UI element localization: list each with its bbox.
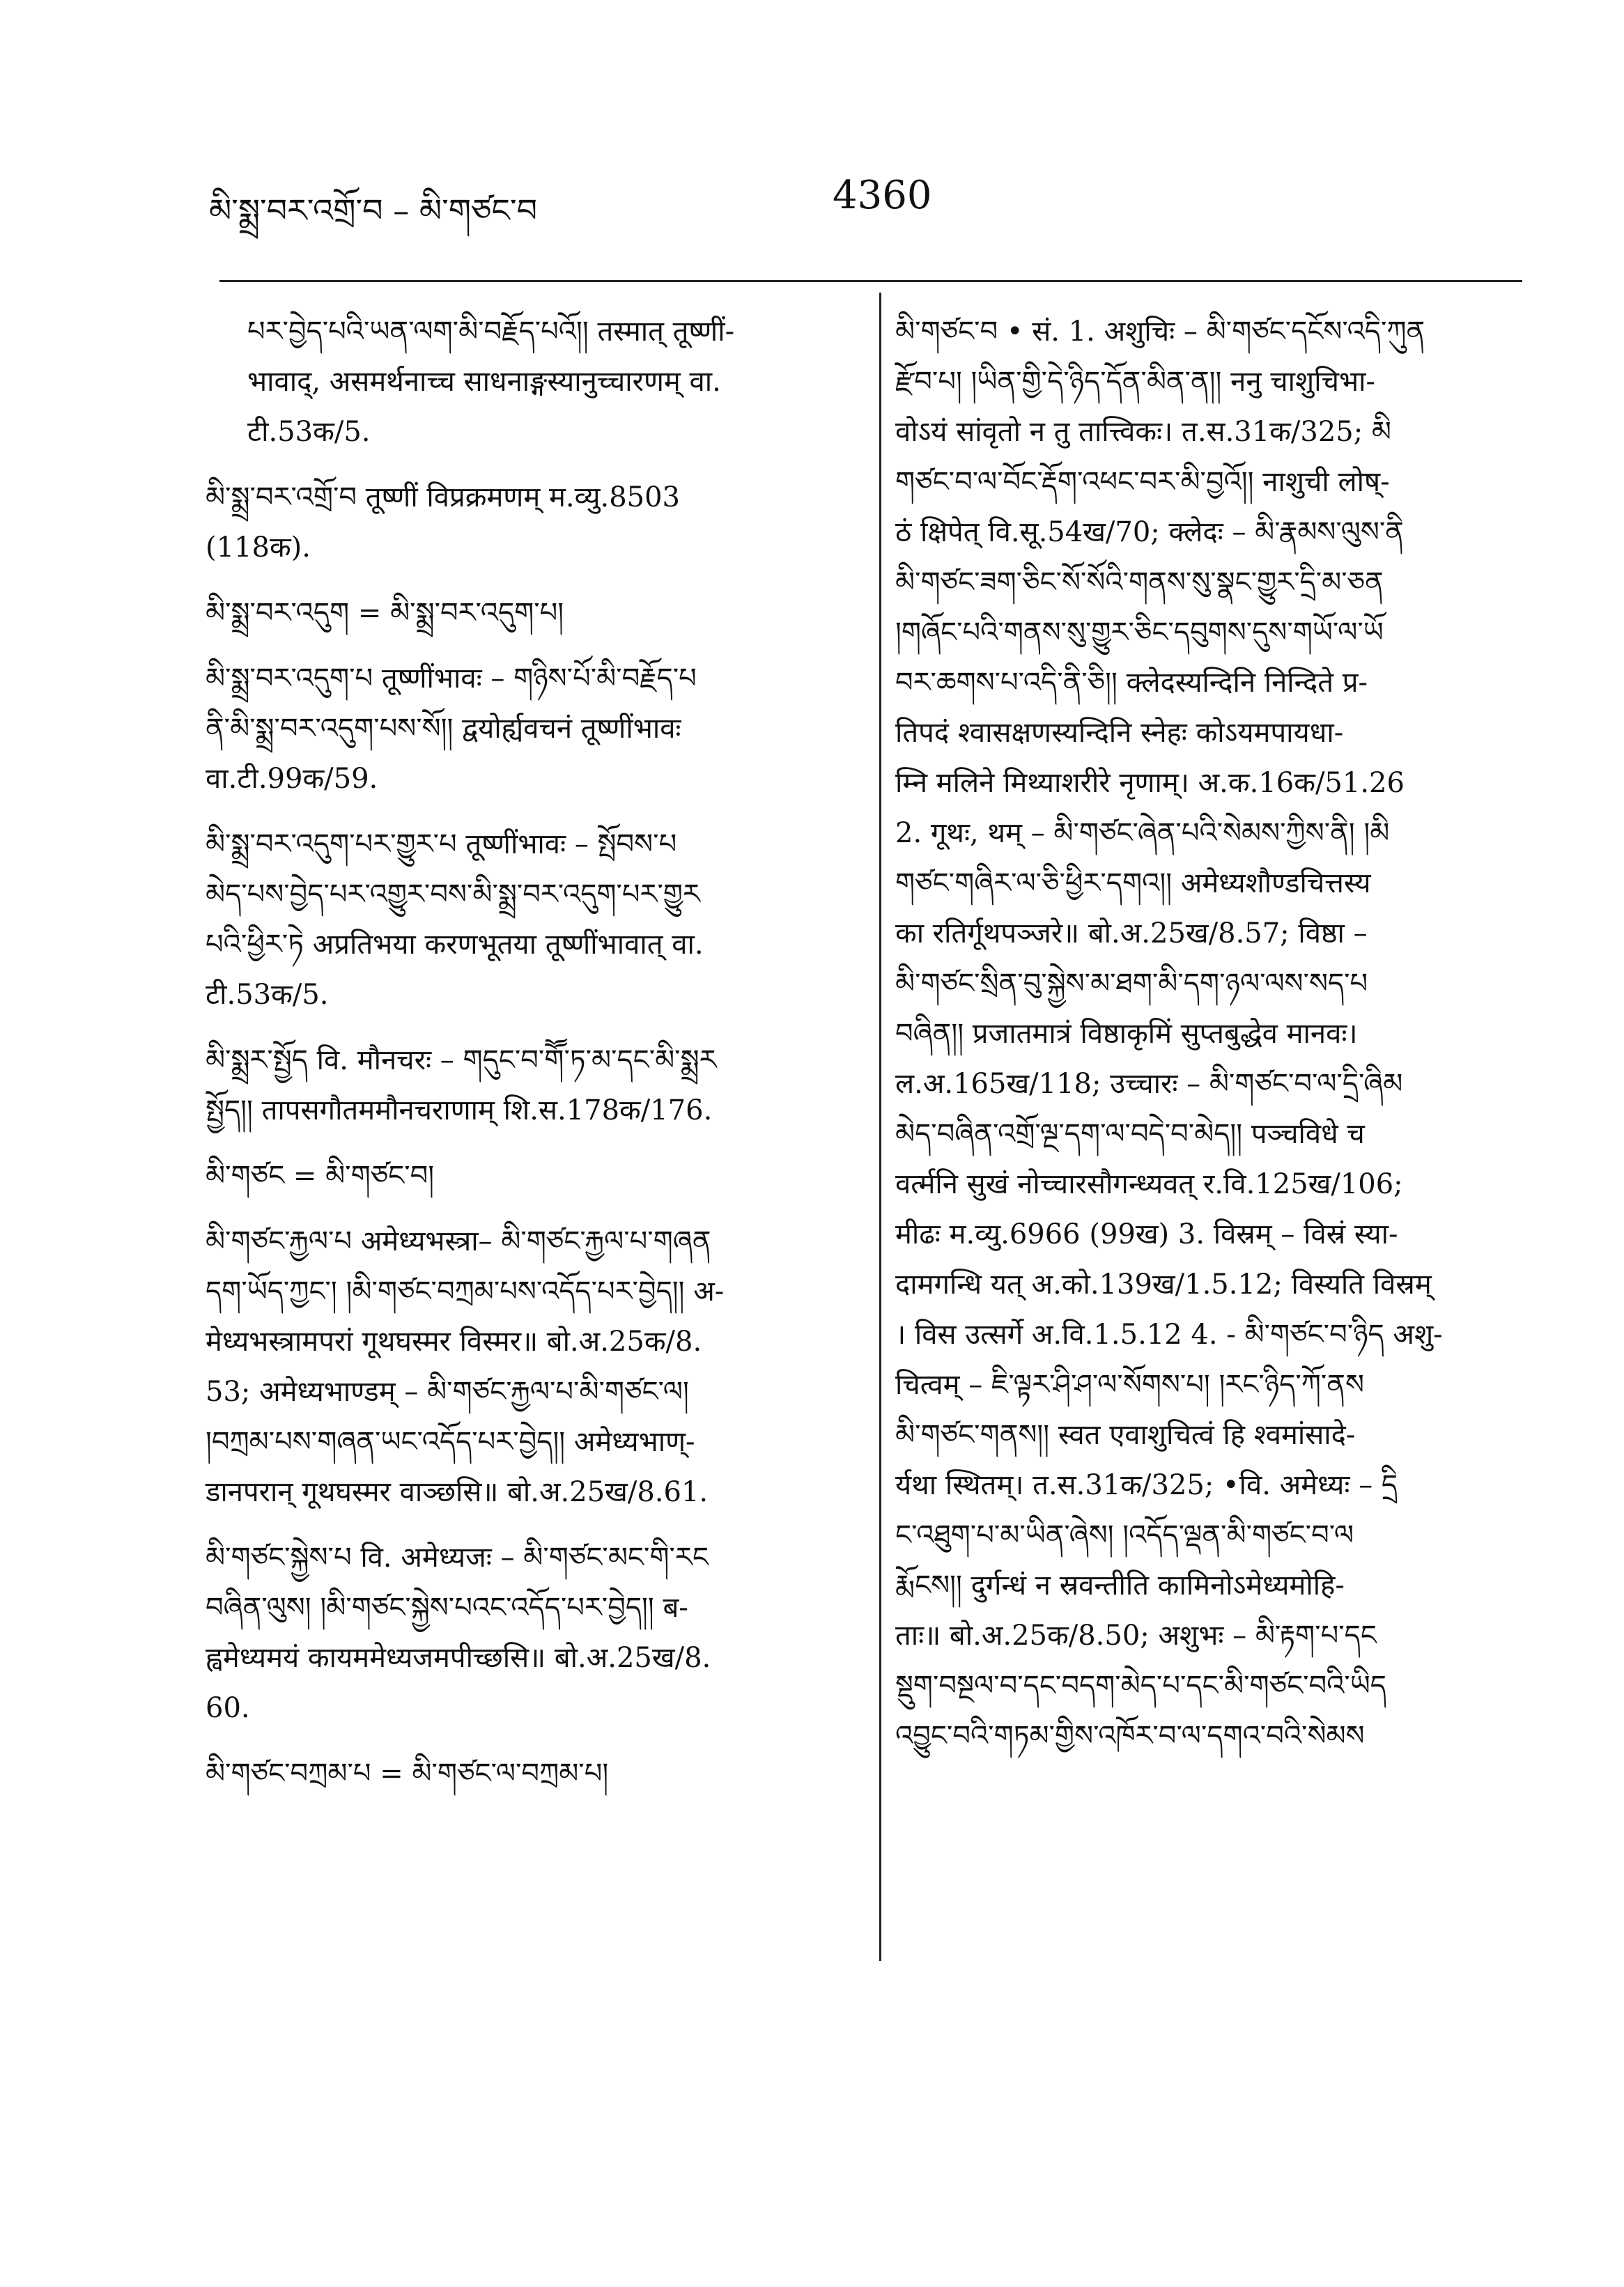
- entry-line: མེད་བཞིན་འགྲོ་ལྔ་དག་ལ་བདེ་བ་མེད།། पञ्चविधे च: [895, 1118, 1365, 1150]
- entry-line: མི་གཙང་སྐྱེས་པ वि. अमेध्यजः – མི་གཙང་མང་གི་རང: [206, 1542, 709, 1574]
- dictionary-entry: [206, 1533, 857, 1733]
- dictionary-entry: [206, 588, 857, 638]
- entry-line: མི་གཙང = མི་གཙང་བ།: [206, 1160, 435, 1192]
- entry-line: टी.53क/5.: [206, 979, 329, 1011]
- entry-line: །བཀྲམ་པས་གཞན་ཡང་འདོད་པར་བྱེད།། अमेध्यभाण्-: [206, 1426, 695, 1458]
- entry-line: རྫོབ་པ། །ཡིན་གྱི་དེ་ཉིད་དོན་མིན་ན།། ननु चाशुचिभा-: [895, 366, 1375, 398]
- dictionary-entry: [895, 307, 1533, 1761]
- entry-line: 53; अमेध्यभाण्डम् – མི་གཙང་རྐྱལ་པ་མི་གཙང་ལ།: [206, 1376, 689, 1408]
- page-number: 4360: [833, 173, 932, 218]
- dictionary-entry: [206, 819, 857, 1020]
- entry-line: པར་བྱེད་པའི་ཡན་ལག་མི་བརྗོད་པའོ།། तस्मात् तूष्णीं-: [247, 316, 735, 348]
- entry-line: ह्वमेध्यमयं कायममेध्यजमपीच्छसि॥ बो.अ.25ख/8.: [206, 1642, 711, 1674]
- entry-line: ང་འཐུག་པ་མ་ཡིན་ཞེས། །འདོད་ལྡན་མི་གཙང་བ་ལ: [895, 1519, 1354, 1551]
- entry-line: མི་གཙང་སྲིན་བུ་སྐྱེས་མ་ཐག་མི་དག་ཉལ་ལས་སད་པ: [895, 968, 1368, 1000]
- entry-line: का रतिर्गूथपञ्जरे॥ बो.अ.25ख/8.57; विष्ठा –: [895, 917, 1368, 949]
- entry-line: བར་ཆགས་པ་འདི་ནི་ཅི།། क्लेदस्यन्दिनि निन्दिते प्र-: [895, 667, 1368, 699]
- entry-line: མི་གཙང་རྐྱལ་པ अमेध्यभस्त्रा– མི་གཙང་རྐྱལ་པ་གཞན: [206, 1225, 711, 1257]
- entry-line: བཞིན།། प्रजातमात्रं विष्ठाकृमिं सुप्तबुद्धेव मानवः।: [895, 1018, 1358, 1050]
- entry-line: 2. गूथः, थम् – མི་གཙང་ཞེན་པའི་སེམས་ཀྱིས་ནི། །མི: [895, 817, 1390, 849]
- entry-line: མི་གཙང་བ • सं. 1. अशुचिः – མི་གཙང་དངོས་འདི་ཀུན: [895, 316, 1425, 348]
- entry-line: མི་གཙང་ཟག་ཅིང་སོ་སོའི་གནས་སུ་སྣང་གྱུར་དྲི་མ་ཅན: [895, 566, 1384, 598]
- dictionary-entry: [206, 472, 857, 573]
- entry-line: (118क).: [206, 532, 311, 564]
- dictionary-entry: [206, 1216, 857, 1517]
- entry-line: र्यथा स्थितम्। त.स.31क/325; •वि. अमेध्यः – དྲི: [895, 1469, 1398, 1501]
- entry-line: ठं क्षिपेत् वि.सू.54ख/70; क्लेदः – མི་རྣམས་ལུས་ནི: [895, 516, 1404, 548]
- entry-line: भावाद्, असमर्थनाच्च साधनाङ्गस्यानुच्चारणम् वा.: [247, 366, 721, 398]
- entry-line: འབྱུང་བའི་གཏམ་གྱིས་འཁོར་བ་ལ་དགའ་བའི་སེམས: [895, 1720, 1365, 1752]
- entry-line: मीढः म.व्यु.6966 (99ख) 3. विस्रम् – विस्रं स्या-: [895, 1218, 1398, 1250]
- entry-line: རྨོངས།། दुर्गन्धं न स्रवन्तीति कामिनोऽमेध्यमोहि-: [895, 1569, 1345, 1602]
- right-column: [895, 307, 1533, 1776]
- dictionary-entry: [206, 1749, 857, 1799]
- entry-line: वा.टी.99क/59.: [206, 763, 378, 795]
- entry-line: ल.अ.165ख/118; उच्चारः – མི་གཙང་བ་ལ་དྲི་ཞིམ: [895, 1068, 1403, 1100]
- column-divider: [879, 293, 881, 1961]
- entry-line: मेध्यभस्त्रामपरां गूथघस्मर विस्मर॥ बो.अ.25क/8.: [206, 1326, 702, 1358]
- entry-line: चित्वम् – ཇི་ལྟར་ཤི་ཤ་ལ་སོགས་པ། །རང་ཉིད་ཀོ་ནས: [895, 1369, 1364, 1401]
- entry-line: མི་སྨྲར་སྤྱོད वि. मौनचरः – གདུང་བ་གཽ་ཏ་མ་དང་མི་སྨྲར: [206, 1044, 717, 1076]
- dictionary-entry: [206, 1151, 857, 1201]
- entry-line: བཞིན་ལུས། །མི་གཙང་སྐྱེས་པའང་འདོད་པར་བྱེད།། ब-: [206, 1592, 688, 1624]
- entry-line: म्नि मलिने मिथ्याशरीरे नृणाम्। अ.क.16क/51.26: [895, 767, 1405, 799]
- entry-line: । विस उत्सर्गे अ.वि.1.5.12 4. - མི་གཙང་བ་ཉིད अशु-: [895, 1319, 1443, 1351]
- entry-line: དག་ཡོད་ཀྱང་། །མི་གཙང་བཀྲམ་པས་འདོད་པར་བྱེད།། अ-: [206, 1276, 725, 1308]
- entry-line: །གཞོང་པའི་གནས་སུ་གྱུར་ཅིང་དབུགས་དུས་གཡོ་ལ་ཡོ: [895, 617, 1384, 649]
- entry-line: 60.: [206, 1692, 250, 1724]
- dictionary-entry: [206, 1035, 857, 1135]
- entry-line: दामगन्धि यत् अ.को.139ख/1.5.12; विस्यति विस्रम्: [895, 1269, 1432, 1301]
- entry-line: टी.53क/5.: [247, 416, 371, 448]
- entry-line: མི་སྨྲ་བར་འདུག་པ तूष्णींभावः – གཉིས་པོ་མི་བརྗོད་པ: [206, 662, 697, 695]
- entry-line: तिपदं श्वासक्षणस्यन्दिनि स्नेहः कोऽयमपायधा-: [895, 717, 1344, 749]
- entry-line: वोऽयं सांवृतो न तु तात्त्विकः। त.स.31क/325; མི: [895, 416, 1391, 448]
- dictionary-entry: [206, 653, 857, 804]
- entry-line: མི་གཙང་གནས།། स्वत एवाशुचित्वं हि श्वमांसादे-: [895, 1419, 1356, 1451]
- left-column: [206, 307, 857, 1814]
- entry-line: མི་སྨྲ་བར་འདུག = མི་སྨྲ་བར་འདུག་པ།: [206, 597, 564, 629]
- entry-line: མི་སྨྲ་བར་འདུག་པར་གྱུར་པ तूष्णींभावः – སྤོབས་པ: [206, 828, 677, 860]
- entry-line: གཙང་བ་ལ་བོང་རྡོག་འཕང་བར་མི་བྱའོ།། नाशुची लोष्-: [895, 466, 1390, 498]
- entry-line: སྤྱོད།། तापसगौतममौनचराणाम् शि.स.178क/176.: [206, 1094, 713, 1126]
- header-rule: [219, 280, 1522, 282]
- running-header-headword-range: མི་སྨྲ་བར་འགྲོ་བ – མི་གཙང་བ: [209, 192, 538, 229]
- entry-line: མི་གཙང་བཀྲམ་པ = མི་གཙང་ལ་བཀྲམ་པ།: [206, 1758, 609, 1790]
- dictionary-entry: [206, 307, 857, 457]
- entry-line: གཙང་གཞིར་ལ་ཅི་ཕྱིར་དགའ།། अमेध्यशौण्डचित्तस्य: [895, 867, 1371, 899]
- entry-line: པའི་ཕྱིར་ཏེ अप्रतिभया करणभूतया तूष्णींभावात् वा.: [206, 929, 704, 961]
- entry-line: ནི་མི་སྨྲ་བར་འདུག་པས་སོ།། द्वयोर्ह्यवचनं तूष्णींभावः: [206, 713, 681, 745]
- entry-line: डानपरान् गूथघस्मर वाञ्छसि॥ बो.अ.25ख/8.61.: [206, 1476, 709, 1508]
- entry-line: མེད་པས་བྱེད་པར་འགྱུར་བས་མི་སྨྲ་བར་འདུག་པར་གྱུར: [206, 878, 700, 910]
- entry-line: वर्त्मनि सुखं नोच्चारसौगन्ध्यवत् र.वि.125ख/106;: [895, 1168, 1403, 1200]
- entry-line: ताः॥ बो.अ.25क/8.50; अशुभः – མི་རྟག་པ་དང: [895, 1620, 1377, 1652]
- entry-line: མི་སྨྲ་བར་འགྲོ་བ तूष्णीं विप्रक्रमणम् म.व्यु.8503: [206, 481, 681, 513]
- entry-line: སྡུག་བསྔལ་བ་དང་བདག་མེད་པ་དང་མི་གཙང་བའི་ཡིད: [895, 1670, 1386, 1702]
